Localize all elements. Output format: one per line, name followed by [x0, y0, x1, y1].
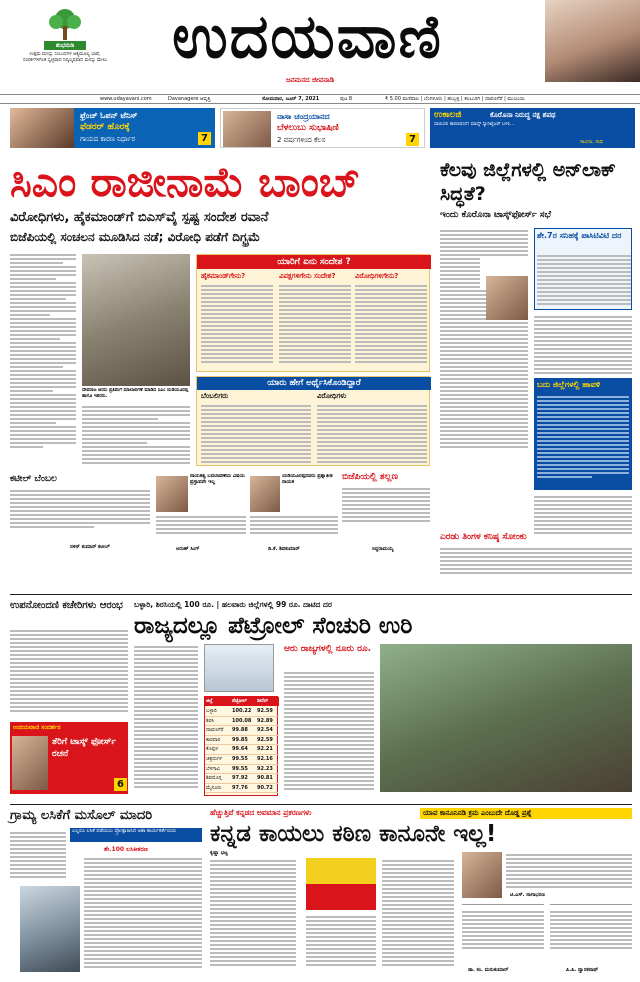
teaser-tennis-title: ಫ್ರೆಂಚ್ ಓಪನ್ ಟೆನಿಸ್	[80, 111, 138, 120]
motto-text: ಉತ್ತಮ ಮನಸ್ಸು ಸಂಬಂಧಗಳ ಅತ್ಯಮೂಲ್ಯ ಭಾಷೆ, ಸಂಪರ್ಕಗಳಿಗಿಂತ ಸ್ವಚ್ಛವಾದ ನಿಷ್ಕಲ್ಮಷವಾದ ಮನಸ್ಸು ಮೇಲು	[22, 52, 108, 63]
fuel-cell-district: ಬೆಳಗಾವಿ	[206, 765, 221, 772]
teaser-tennis-sub: ಫೆಡರರ್ ಹೊರಕ್ಕೆ	[80, 122, 130, 132]
quote-box-right	[550, 904, 632, 976]
shubhanudi-badge: ಶುಭನುಡಿ	[44, 41, 86, 50]
fuel-headline: ರಾಜ್ಯದಲ್ಲೂ ಪೆಟ್ರೋಲ್ ಸೆಂಚುರಿ ಉರಿ	[134, 613, 413, 639]
fuel-cell-petrol: 99.55	[232, 765, 248, 772]
quote-bjp-author: ಸಿದ್ದರಾಮಯ್ಯ	[372, 546, 394, 552]
teaser-nasa-page: 7	[406, 133, 419, 146]
law-kicker: ಹೆಚ್ಚುತ್ತಿವೆ ಕನ್ನಡದ ಅವಮಾನ ಪ್ರಕರಣಗಳು	[210, 808, 312, 817]
panel-col-rivals: ವಿರೋಧಿಗಳಿಗೇನು?	[355, 272, 399, 280]
panel-col-opposition: ವಿಪಕ್ಷಗಳಿಗೇನು ಸಂದೇಶ?	[279, 272, 336, 280]
unlock-headline: ಕೆಲವು ಜಿಲ್ಲೆಗಳಲ್ಲಿ ಅನ್‌ಲಾಕ್ ಸಿದ್ಧತೆ?	[440, 159, 616, 205]
district-box-title: ಬದು ಜಿಲ್ಲೆಗಳಲ್ಲಿ ಹಾವಳಿ	[537, 380, 601, 389]
fuel-table-row	[205, 726, 279, 736]
fuel-cell-district: ದಾವಣಗೆರೆ	[206, 727, 224, 734]
cm-photo-caption: ದೇವರಾಜ ಅರಸು ಪ್ರತಿಮೆಗೆ ಮಾಲಾರ್ಪಣೆ ಮಾಡಿದ ಸಿಎಂ ಯಡಿಯೂರಪ್ಪ ಹಾಗೂ ಇತರರು.	[82, 388, 189, 399]
fuel-table-row	[205, 774, 279, 784]
tax-box-title: ತೆರಿಗೆ ಟಾಸ್ಕ್ ಫೋರ್ಸ್ ರಚನೆ	[52, 737, 117, 759]
fuel-rows	[205, 707, 279, 793]
fuel-pump-image	[204, 644, 274, 692]
teaser-row	[10, 106, 635, 150]
lead-story	[10, 158, 430, 588]
dks-photo	[250, 476, 280, 512]
fuel-table-row	[205, 765, 279, 775]
quote-dks-author: ಡಿ.ಕೆ. ಶಿವಕುಮಾರ್	[268, 546, 300, 552]
right-body-mid	[534, 314, 632, 374]
fuel-table-row	[205, 755, 279, 765]
lead-body-col2	[82, 404, 190, 464]
teaser-tennis-detail: ಗಾಯದ ಕಾರಣ ನಿರ್ಧಾರ	[80, 135, 136, 143]
lead-headline: ಸಿಎಂ ರಾಜೀನಾಮೆ ಬಾಂಬ್	[10, 158, 361, 206]
fuel-th-petrol: ಪೆಟ್ರೋಲ್	[232, 699, 247, 704]
quote-kateel	[10, 474, 150, 554]
website-link[interactable]: www.udayavani.com	[100, 96, 152, 102]
fuel-table-row	[205, 784, 279, 794]
minister-photo	[486, 276, 528, 320]
fuel-cell-petrol: 99.85	[232, 736, 248, 743]
fuel-cell-diesel: 90.72	[257, 784, 273, 791]
min-infection-head: ಎರಡು ತಿಂಗಳ ಕನಿಷ್ಠ ಸೋಂಕು	[440, 532, 527, 542]
date-label: ಸೋಮವಾರ, ಜೂನ್ 7, 2021	[262, 96, 320, 102]
pages-label: ಪುಟ 8	[340, 96, 353, 102]
fuel-cell-petrol: 99.64	[232, 746, 248, 753]
vaccine-story	[10, 808, 202, 978]
fuel-cell-district: ಮೈಸೂರು	[206, 784, 222, 791]
law-headline: ಕನ್ನಡ ಕಾಯಲು ಕಠಿಣ ಕಾನೂನೇ ಇಲ್ಲ!	[210, 821, 497, 847]
law-tag: ಯಾವ ಕಾನೂನಿನಡಿ ಕ್ರಮ ಎಂಬುದೇ ದೊಡ್ಡ ಪ್ರಶ್ನೆ	[420, 808, 632, 819]
shubhanudi-box	[22, 8, 108, 70]
right-column	[440, 158, 632, 578]
lead-deck-1: ವಿರೋಧಿಗಳು, ಹೈಕಮಾಂಡ್‌ಗೆ ಬಿಎಸ್‌ವೈ ಸ್ಪಷ್ಟ ಸಂದೇಶ ರವಾನೆ	[10, 210, 269, 225]
quote-kateel-title: ಕಟೀಲ್ ಬೆಂಬಲ	[10, 474, 57, 484]
masthead-tagline: ಜನಮನದ ಜೀವನಾಡಿ	[285, 76, 335, 84]
fuel-cell-district: ಕೊಪ್ಪಳ	[206, 746, 218, 753]
teaser-ukalaji-sub: ಕೊರೊನಾ ನಿರುದ್ಧ ನಕ್ಷ ಶಪಥ	[490, 111, 556, 119]
price-line: ₹ 5.00 ಮಣಿಪಾಲ | ಬೆಂಗಳೂರು | ಹುಬ್ಬಳ್ಳಿ | ಕಲಬುರಗಿ | ದಾವಣಗೆರೆ | ಮುಂಬಯಿ	[385, 96, 525, 102]
interpretation-panel	[196, 376, 430, 466]
teaser-ukalaji-signature: ಸಾವಿನಾ, ಸಾಧಿ	[580, 139, 604, 145]
teaser-ukalaji[interactable]	[430, 108, 635, 148]
registration-story	[10, 600, 128, 800]
fuel-cell-district: ಶಿರಸಿ	[206, 717, 215, 724]
district-box	[534, 378, 632, 490]
fuel-cell-diesel: 92.16	[257, 755, 273, 762]
lead-deck-2: ಬಿಜೆಪಿಯಲ್ಲಿ ಸಂಚಲನ ಮೂಡಿಸಿದ ನಡೆ; ವಿರೋಧಿ ಪಡೆಗೆ ದಿಗ್ಭ್ರಮೆ	[10, 230, 261, 244]
fuel-cell-diesel: 92.23	[257, 765, 273, 772]
masthead-title: ಉದಯವಾಣಿ	[172, 2, 443, 72]
quote-dks-title: ಯಡಿಯೂರಪ್ಪನವರು ಪ್ರಶ್ನಾತೀತ ನಾಯಕ	[282, 474, 333, 485]
tax-person-photo	[12, 736, 48, 790]
vaccine-photo	[20, 886, 80, 972]
fuel-cell-petrol: 99.55	[232, 755, 248, 762]
right-body-low	[534, 494, 632, 534]
fuel-cell-petrol: 97.76	[232, 784, 248, 791]
ad-portrait-image	[545, 0, 640, 82]
positivity-box-title: ಶೇ.7ರ ಸನಿಹಕ್ಕೆ ಪಾಸಿಟಿವಿಟಿ ದರ	[537, 231, 622, 240]
fuel-cell-diesel: 92.21	[257, 746, 273, 753]
fuel-cell-petrol: 99.88	[232, 727, 248, 734]
quote-bjp-title: ಬಿಜೆಪಿಯಲ್ಲಿ ತಲ್ಲಣ	[342, 472, 398, 482]
fuel-table-row	[205, 707, 279, 717]
tax-box-page: 6	[114, 778, 127, 791]
quote-kateel-author: ನಳಿನ್ ಕುಮಾರ್ ಕಟೀಲ್	[70, 544, 110, 550]
lead-body-col1	[10, 252, 76, 462]
panel-col-highcommand: ಹೈಕಮಾಂಡ್‌ಗೇನು?	[201, 272, 246, 280]
teaser-tennis-page: 7	[198, 132, 211, 145]
fuel-table	[204, 696, 278, 796]
teaser-tennis[interactable]	[10, 108, 215, 148]
fuel-kicker: ಬಳ್ಳಾರಿ, ಶಿರಸಿಯಲ್ಲಿ 100 ರೂ. | ಹಲವಾರು ಜಿಲ್ಲೆಗಳಲ್ಲಿ 99 ರೂ. ದಾಟಿದ ದರ	[134, 600, 332, 609]
subhashini-photo	[223, 111, 271, 147]
masthead	[0, 0, 640, 116]
edition-label: Davanagere ಆವೃತ್ತಿ	[168, 96, 211, 102]
arun-singh-photo	[156, 476, 188, 512]
teaser-nasa-title: ನಾಸಾ ಚಂದ್ರಯಾನದ	[277, 112, 330, 121]
fuel-cell-petrol: 100.08	[232, 717, 252, 724]
fuel-story	[134, 600, 632, 800]
fuel-side-head: ಆರು ರಾಜ್ಯಗಳಲ್ಲಿ ನೂರು ರೂ.	[284, 644, 372, 654]
tax-box-kicker: ಉದಯವಾಣಿ ಸಂದರ್ಶನ	[13, 724, 61, 731]
person1-name: ಟಿ.ಎಸ್. ನಾಗಾಭರಣ	[510, 892, 545, 898]
fuel-cell-diesel: 92.59	[257, 736, 273, 743]
teaser-nasa-sub: ಬೆಳಲುಬು ಸುಭಾಷಿಣಿ	[277, 123, 339, 133]
quote-singh	[156, 470, 246, 554]
tree-icon	[46, 8, 84, 42]
federer-photo	[10, 108, 74, 148]
quote-bjp-tremor	[342, 470, 430, 554]
law-byline: ಕೃಷ್ಣಾ ಭಟ್ಟ	[210, 850, 228, 856]
fuel-cell-diesel: 92.59	[257, 708, 273, 714]
kannada-flag-image	[306, 858, 376, 910]
vaccine-strip: ಎಲ್ಲರೂ ಲಸಿಕೆ ಪಡೆಯಲು ಪ್ರೋತ್ಸಾಹಿಸಿದ ಆಶಾ ಕಾರ್ಯಕರ್ತೆಯರು	[70, 828, 202, 842]
quote-dks	[250, 470, 338, 554]
fuel-cell-diesel: 90.81	[257, 775, 273, 782]
info-strip	[0, 94, 640, 104]
fuel-cell-district: ಶಿವಮೊಗ್ಗ	[206, 775, 222, 782]
vaccine-title: ಗ್ರಾಮ್ಯ ಲಸಿಕೆಗೆ ಮಸೊಲ್ ಮಾದರಿ	[10, 808, 153, 823]
teaser-ukalaji-detail: ಸಾಯಿಸಲಿ ಕಾರಣವೆಂದೆ! ಮಾಸ್ಕ್ ಸ್ಯಾನಿಟೈಜರ್ ಬಳಸಿ...	[434, 122, 515, 127]
unlock-body-left	[440, 228, 528, 448]
message-panel	[196, 254, 430, 372]
panel2-col-opponents: ವಿರೋಧಿಗಳು	[317, 392, 347, 400]
fuel-cell-diesel: 92.54	[257, 727, 273, 734]
quote-singh-title: ನಾಯಕತ್ವ ಬದಲಾವಣೆಯ ವಿಷಯ ಪ್ರಸ್ತಾಪವೇ ಇಲ್ಲ	[190, 474, 245, 485]
fuel-table-row	[205, 717, 279, 727]
unlock-subhead: ಇಂದು ಕೊರೊನಾ ಟಾಸ್ಕ್‌ಫೋರ್ಸ್ ಸಭೆ	[440, 210, 552, 220]
person3-name: ಪಿ.ಪಿ. ದ್ವಾರಕನಾಥ್	[566, 967, 599, 973]
crowd-photo	[380, 644, 632, 792]
quote-singh-author: ಅರುಣ್ ಸಿಂಗ್	[176, 546, 200, 552]
quote-box-left	[462, 904, 544, 976]
vaccine-stat: ಶೇ.100 ಲಸಿಕೀಕರಣ	[104, 846, 148, 853]
fuel-cell-petrol: 97.92	[232, 775, 248, 782]
fuel-table-row	[205, 745, 279, 755]
tax-task-force-box[interactable]	[10, 722, 128, 794]
message-panel-title: ಯಾರಿಗೆ ಏನು ಸಂದೇಶ ?	[197, 255, 431, 269]
positivity-box	[534, 228, 632, 310]
cm-photo	[82, 254, 190, 386]
fuel-th-diesel: ಡೀಸೆಲ್	[257, 699, 269, 704]
fuel-cell-petrol: 100.22	[232, 708, 252, 714]
person2-name: ಡಾ. ಕಂ. ಮನುಕುಮಾರ್	[468, 967, 509, 973]
teaser-nasa-detail: 2 ವರ್ಷಗಳಿಂದ ಕೆಲಸ	[277, 136, 326, 144]
kannada-law-story	[210, 808, 632, 978]
fuel-cell-district: ಚಿತ್ರದುರ್ಗ	[206, 755, 223, 762]
nagabharana-photo	[462, 852, 502, 898]
teaser-ukalaji-title: ಉಕಾಲಜಿ	[434, 110, 462, 120]
fuel-table-head	[205, 697, 279, 706]
teaser-nasa[interactable]	[220, 108, 425, 148]
fuel-th-district: ಜಿಲ್ಲೆ	[206, 699, 213, 704]
registration-title: ಉಪನೋಂದಣಿ ಕಚೇರಿಗಳು ಆರಂಭ	[10, 600, 123, 611]
fuel-cell-district: ಬಳ್ಳಾರಿ	[206, 708, 217, 714]
interpretation-panel-title: ಯಾರು ಹೇಗೆ ಅರ್ಥೈಸಿಕೊಂಡಿದ್ದಾರೆ	[197, 377, 431, 390]
panel2-col-supporters: ಬೆಂಬಲಿಗರು	[201, 392, 229, 400]
fuel-cell-district: ಕಾರವಾರ	[206, 736, 221, 743]
fuel-table-row	[205, 736, 279, 746]
fuel-cell-diesel: 92.89	[257, 717, 273, 724]
